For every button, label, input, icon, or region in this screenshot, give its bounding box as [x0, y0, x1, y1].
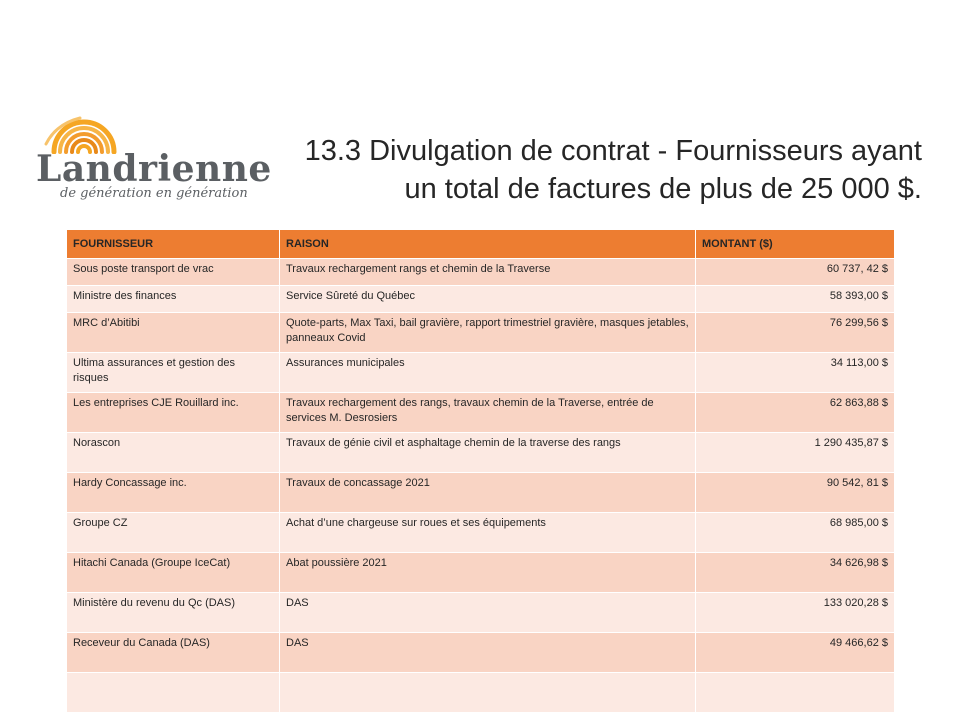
cell-supplier: Ultima assurances et gestion des risques	[67, 353, 280, 393]
table-row	[67, 593, 895, 633]
cell-amount: 34 626,98 $	[696, 553, 895, 593]
title-line-2: un total de factures de plus de 25 000 $.	[404, 173, 922, 205]
cell-amount: 34 113,00 $	[696, 353, 895, 393]
cell-amount: 49 466,62 $	[696, 633, 895, 673]
logo-tagline: de génération en génération	[60, 186, 248, 201]
table-row	[67, 473, 895, 513]
header-amount: MONTANT ($)	[696, 230, 895, 259]
header-reason: RAISON	[280, 230, 696, 259]
cell-supplier: Ministre des finances	[67, 286, 280, 313]
table-row	[67, 259, 895, 286]
cell-amount: 68 985,00 $	[696, 513, 895, 553]
cell-reason: Travaux rechargement des rangs, travaux chemin de la Traverse, entrée de services M. Desrosiers	[280, 393, 696, 433]
cell-supplier: Groupe CZ	[67, 513, 280, 553]
cell-amount: 90 542, 81 $	[696, 473, 895, 513]
table-row	[67, 673, 895, 713]
table-row	[67, 513, 895, 553]
cell-amount: 58 393,00 $	[696, 286, 895, 313]
cell-reason: Travaux rechargement rangs et chemin de la Traverse	[280, 259, 696, 286]
cell-amount: 1 290 435,87 $	[696, 433, 895, 473]
cell-reason: Achat d’une chargeuse sur roues et ses équipements	[280, 513, 696, 553]
cell-reason: DAS	[280, 593, 696, 633]
table-row	[67, 393, 895, 433]
table-header-row	[67, 230, 895, 259]
cell-supplier: Hardy Concassage inc.	[67, 473, 280, 513]
cell-amount: 60 737, 42 $	[696, 259, 895, 286]
municipality-logo	[32, 112, 272, 212]
cell-supplier: Receveur du Canada (DAS)	[67, 633, 280, 673]
cell-reason: Quote-parts, Max Taxi, bail gravière, rapport trimestriel gravière, masques jetables, panneaux Covid	[280, 313, 696, 353]
cell-supplier: Les entreprises CJE Rouillard inc.	[67, 393, 280, 433]
logo-name: Landrienne	[36, 148, 272, 190]
cell-supplier: Sous poste transport de vrac	[67, 259, 280, 286]
cell-supplier	[67, 673, 280, 713]
cell-reason: Abat poussière 2021	[280, 553, 696, 593]
cell-amount: 133 020,28 $	[696, 593, 895, 633]
table-row	[67, 286, 895, 313]
cell-reason: Travaux de génie civil et asphaltage chemin de la traverse des rangs	[280, 433, 696, 473]
table-row	[67, 633, 895, 673]
contracts-table	[66, 229, 895, 713]
cell-reason: Travaux de concassage 2021	[280, 473, 696, 513]
cell-reason	[280, 673, 696, 713]
page-title	[282, 132, 922, 208]
table-row	[67, 353, 895, 393]
cell-amount	[696, 673, 895, 713]
cell-reason: Service Sûreté du Québec	[280, 286, 696, 313]
title-line-1: 13.3 Divulgation de contrat - Fournisseurs ayant	[304, 135, 922, 167]
table-row	[67, 433, 895, 473]
cell-amount: 76 299,56 $	[696, 313, 895, 353]
table-row	[67, 313, 895, 353]
header-supplier: FOURNISSEUR	[67, 230, 280, 259]
cell-amount: 62 863,88 $	[696, 393, 895, 433]
cell-reason: DAS	[280, 633, 696, 673]
cell-supplier: Norascon	[67, 433, 280, 473]
cell-supplier: MRC d’Abitibi	[67, 313, 280, 353]
cell-supplier: Hitachi Canada (Groupe IceCat)	[67, 553, 280, 593]
cell-reason: Assurances municipales	[280, 353, 696, 393]
table-row	[67, 553, 895, 593]
cell-supplier: Ministère du revenu du Qc (DAS)	[67, 593, 280, 633]
